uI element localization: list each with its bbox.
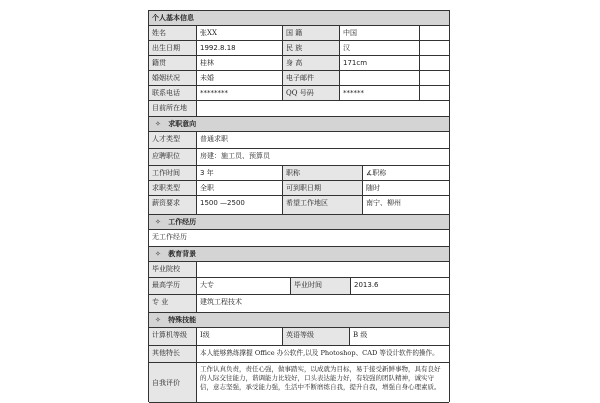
major-label: 专 业 — [149, 295, 197, 312]
name-label: 姓名 — [149, 26, 197, 40]
birth-label: 出生日期 — [149, 41, 197, 55]
school-label: 毕业院校 — [149, 262, 197, 277]
location-value — [197, 101, 449, 116]
school-value — [197, 262, 449, 277]
job-type-label: 求职类型 — [149, 181, 197, 195]
row-birth — [149, 41, 449, 56]
name-value: 张XX — [197, 26, 283, 40]
other-skills-label: 其他特长 — [149, 346, 197, 362]
qq-label: QQ 号码 — [283, 86, 340, 100]
qq-value: ****** — [340, 86, 420, 100]
row-other-skills — [149, 346, 449, 363]
origin-value: 桂林 — [197, 56, 283, 70]
job-title-value: ∡职称 — [366, 169, 387, 177]
photo-cell — [420, 71, 449, 85]
self-eval-value: 工作认真负责，责任心强，做事踏实，以成就为目标，易于接受新鲜事物，具有良好的人际交往能力，谐调能力比较好，口头表达能力好，有较强的团队精神，诚实守信，意志坚强，承受能力强，生活中不断磨练自我，提升自我，增强自身心理素质。 — [200, 365, 441, 391]
area-label: 希望工作地区 — [283, 196, 363, 214]
marital-value: 未婚 — [197, 71, 283, 85]
email-value — [340, 71, 420, 85]
row-self-eval — [149, 363, 449, 403]
row-school — [149, 262, 449, 278]
job-title-label: 职称 — [283, 166, 363, 180]
experience-text: 无工作经历 — [152, 233, 187, 241]
email-label: 电子邮件 — [283, 71, 340, 85]
row-talent-type — [149, 132, 449, 149]
row-name — [149, 26, 449, 41]
sparkle-icon: ✧ — [155, 250, 161, 258]
photo-cell — [420, 26, 449, 40]
row-phone — [149, 86, 449, 101]
nationality-value: 中国 — [340, 26, 420, 40]
phone-value: ******** — [197, 86, 283, 100]
photo-cell — [420, 86, 449, 100]
location-label: 目前所在地 — [149, 101, 197, 116]
skills-title: ✧ 特殊技能 — [155, 316, 197, 324]
row-degree — [149, 278, 449, 295]
height-label: 身 高 — [283, 56, 340, 70]
degree-label: 最高学历 — [149, 278, 197, 294]
row-major — [149, 295, 449, 313]
salary-label: 薪资要求 — [149, 196, 197, 214]
nationality-label: 国 籍 — [283, 26, 340, 40]
degree-value: 大专 — [197, 278, 291, 294]
photo-cell — [420, 56, 449, 70]
origin-label: 籍贯 — [149, 56, 197, 70]
area-value: 南宁、柳州 — [366, 199, 401, 207]
education-title: ✧ 教育背景 — [155, 250, 197, 258]
intent-title: ✧ 求职意向 — [155, 120, 197, 128]
row-computer — [149, 328, 449, 346]
computer-label: 计算机等级 — [149, 328, 197, 345]
start-date-label: 可到职日期 — [283, 181, 363, 195]
section-header-education — [149, 247, 449, 262]
english-value: B 级 — [353, 331, 368, 339]
row-job-type — [149, 181, 449, 196]
section-header-skills — [149, 313, 449, 328]
sparkle-icon: ✧ — [155, 120, 161, 128]
marital-label: 婚姻状况 — [149, 71, 197, 85]
row-work-years — [149, 166, 449, 181]
computer-value: Ⅰ级 — [197, 328, 283, 345]
phone-label: 联系电话 — [149, 86, 197, 100]
basic-info-title: 个人基本信息 — [152, 14, 194, 22]
job-type-value: 全职 — [197, 181, 283, 195]
sparkle-icon: ✧ — [155, 316, 161, 324]
self-eval-label: 自我评价 — [149, 363, 197, 402]
start-date-value: 随时 — [366, 184, 380, 192]
grad-time-label: 毕业时间 — [291, 278, 351, 294]
sparkle-icon: ✧ — [155, 218, 161, 226]
height-value: 171cm — [340, 56, 420, 70]
position-label: 应聘职位 — [149, 149, 197, 165]
talent-type-value: 普通求职 — [200, 135, 228, 143]
row-location — [149, 101, 449, 117]
work-years-value: 3 年 — [197, 166, 283, 180]
ethnic-label: 民 族 — [283, 41, 340, 55]
talent-type-label: 人才类型 — [149, 132, 197, 148]
grad-time-value: 2013.6 — [354, 281, 379, 289]
position-value: 房建：施工员、预算员 — [200, 152, 270, 160]
english-label: 英语等级 — [283, 328, 350, 345]
section-header-basic — [149, 11, 449, 26]
other-skills-value: 本人能够熟练撑握 Office 办公软件,以及 Photoshop、CAD 等设计软件的操作。 — [200, 349, 439, 357]
row-experience — [149, 230, 449, 247]
salary-value: 1500 —2500 — [197, 196, 283, 214]
birth-value: 1992.8.18 — [197, 41, 283, 55]
ethnic-value: 汉 — [340, 41, 420, 55]
row-marital — [149, 71, 449, 86]
row-position — [149, 149, 449, 166]
work-years-label: 工作时间 — [149, 166, 197, 180]
major-value: 建筑工程技术 — [200, 298, 242, 306]
resume-table — [148, 10, 450, 402]
section-header-experience — [149, 215, 449, 230]
section-header-intent — [149, 117, 449, 132]
row-origin — [149, 56, 449, 71]
experience-title: ✧ 工作经历 — [155, 218, 197, 226]
row-salary — [149, 196, 449, 215]
photo-cell — [420, 41, 449, 55]
